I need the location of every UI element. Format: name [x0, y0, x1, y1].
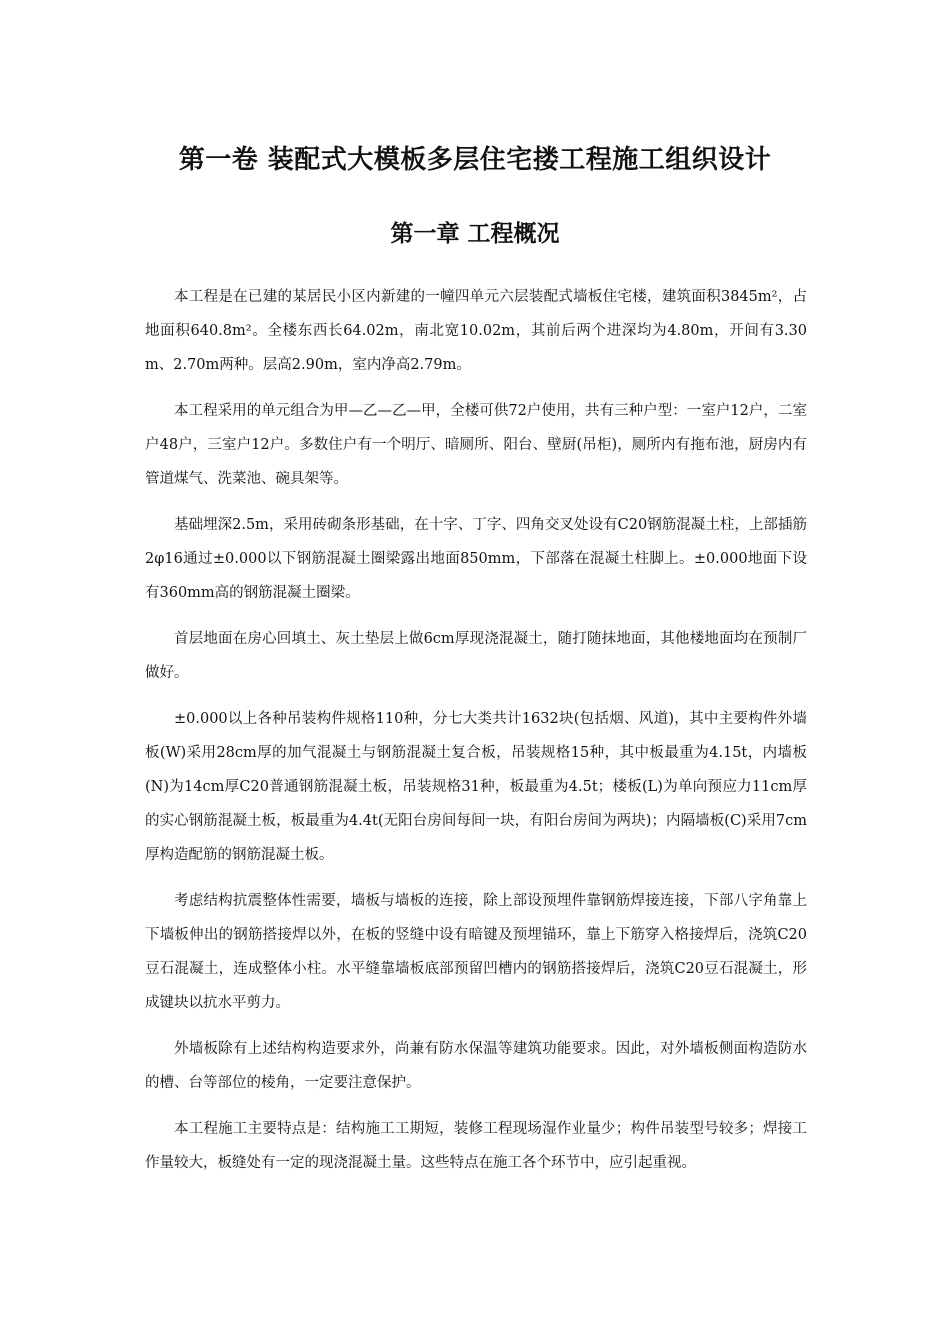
paragraph-foundation: 基础埋深2.5m，采用砖砌条形基础，在十字、丁字、四角交叉处设有C20钢筋混凝土柱，上部插筋2φ16通过±0.000以下钢筋混凝土圈梁露出地面850mm，下部落在混凝土柱脚上。±0.000地面下设有360mm高的钢筋混凝土圈梁。: [145, 517, 807, 601]
paragraph-unit-layout: 本工程采用的单元组合为甲—乙—乙—甲，全楼可供72户使用，共有三种户型：一室户12户，二室户48户，三室户12户。多数住户有一个明厅、暗厕所、阳台、壁厨(吊柜)，厕所内有拖布池，厨房内有管道煤气、洗菜池、碗具架等。: [145, 403, 807, 487]
paragraph-ground-floor: 首层地面在房心回填土、灰土垫层上做6cm厚现浇混凝土，随打随抹地面，其他楼地面均在预制厂做好。: [145, 631, 807, 681]
document-body: [145, 280, 807, 1192]
paragraph-components: ±0.000以上各种吊装构件规格110种，分七大类共计1632块(包括烟、风道)，其中主要构件外墙板(W)采用28cm厚的加气混凝土与钢筋混凝土复合板，吊装规格15种，其中板最重为4.15t，内墙板(N)为14cm厚C20普通钢筋混凝土板，吊装规格31种，板最重为4.5t；楼板(L)为单向预应力11cm厚的实心钢筋混凝土板，板最重为4.4t(无阳台房间每间一块，有阳台房间为两块)；内隔墙板(C)采用7cm厚构造配筋的钢筋混凝土板。: [145, 711, 807, 863]
volume-title: 第一卷 装配式大模板多层住宅搂工程施工组织设计: [178, 145, 772, 175]
paragraph-seismic-connection: 考虑结构抗震整体性需要，墙板与墙板的连接，除上部设预埋件靠钢筋焊接连接，下部八字角靠上下墙板伸出的钢筋搭接焊以外，在板的竖缝中设有暗键及预埋锚环，靠上下筋穿入格接焊后，浇筑C20豆石混凝土，连成整体小柱。水平缝靠墙板底部预留凹槽内的钢筋搭接焊后，浇筑C20豆石混凝土，形成键块以抗水平剪力。: [145, 893, 807, 1011]
paragraph-overview: 本工程是在已建的某居民小区内新建的一幢四单元六层装配式墙板住宅楼，建筑面积3845m²，占地面积640.8m²。全楼东西长64.02m，南北宽10.02m，其前后两个进深均为4.80m，开间有3.30m、2.70m两种。层高2.90m，室内净高2.79m。: [145, 289, 807, 373]
paragraph-external-walls: 外墙板除有上述结构构造要求外，尚兼有防水保温等建筑功能要求。因此，对外墙板侧面构造防水的槽、台等部位的棱角，一定要注意保护。: [145, 1041, 807, 1091]
chapter-title: 第一章 工程概况: [390, 221, 560, 247]
paragraph-features: 本工程施工主要特点是：结构施工工期短，装修工程现场湿作业量少；构件吊装型号较多；焊接工作量较大，板缝处有一定的现浇混凝土量。这些特点在施工各个环节中，应引起重视。: [145, 1121, 807, 1171]
